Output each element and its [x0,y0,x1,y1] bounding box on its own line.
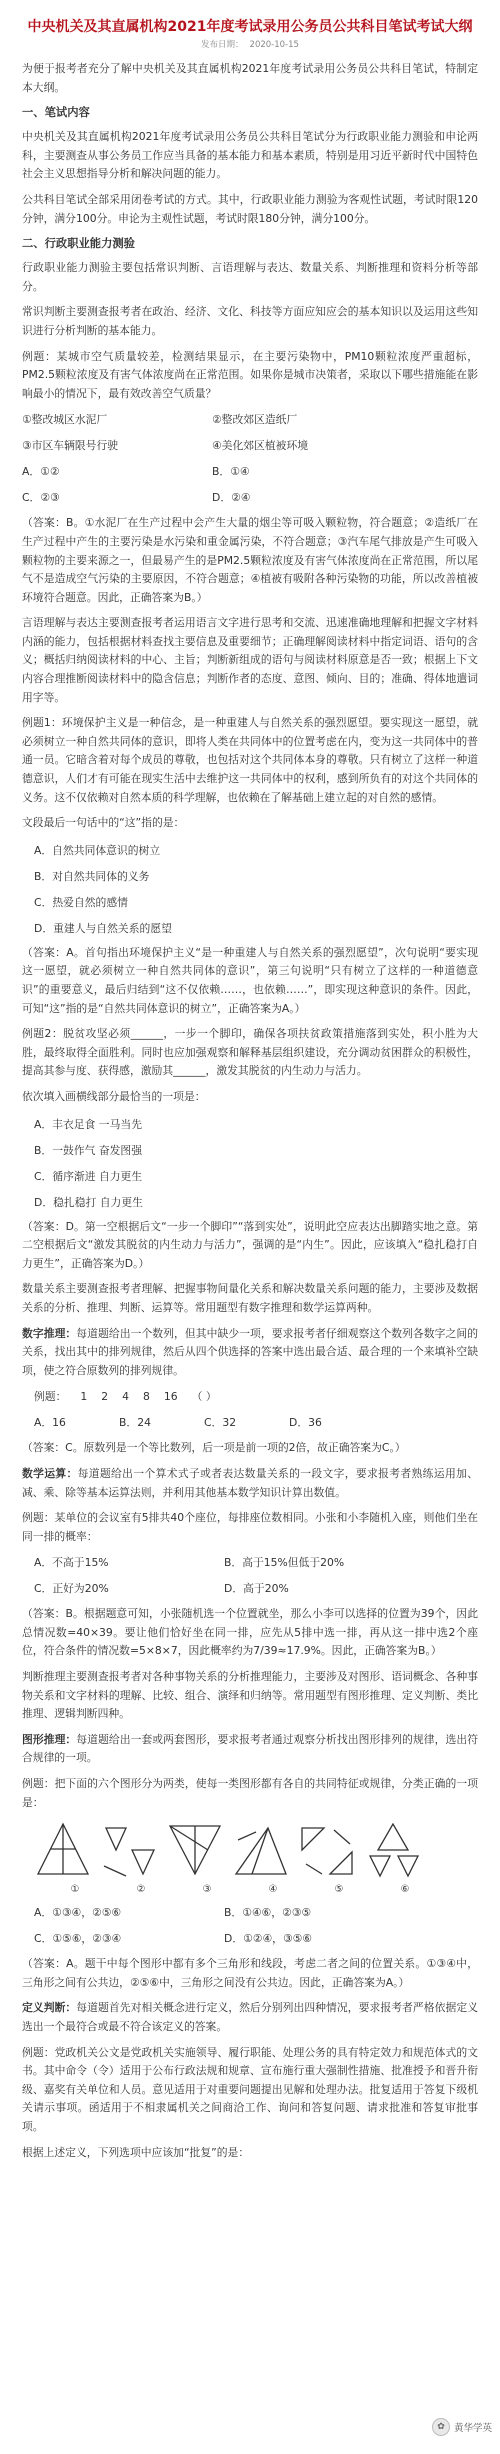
example-2-answer: （答案：A。首句指出环境保护主义“是一种重建人与自然关系的强烈愿望”，次句说明“要实现这一愿望，就必须树立一种自然共同体的意识”，第三句说明“只有树立了这样的一种道德意识”的重要意义，最后归结到“这不仅依赖……，也依赖……”，即实现这种意识的条件。因此，可知“这”指的是“自然共同体意识的树立”，正确答案为A。） [22,945,478,1015]
wechat-icon: ✿ [432,2418,450,2436]
definition-text: 每道题首先对相关概念进行定义，然后分别列出四种情况，要求报考者严格依据定义选出一个最符合或最不符合该定义的答案。 [22,2001,479,2033]
figure-label: ① [70,1884,80,1896]
number-series-label: 例题： [34,1390,67,1404]
example-1-choice: B．①④ [212,465,250,479]
math-intro [22,1465,478,1502]
figure-choice: D．①②④，③⑤⑥ [224,1932,312,1946]
watermark-text: 黄华学英 [453,2423,492,2434]
section-2-heading: 二、行政职业能力测验 [22,237,135,251]
series-number: 16 [163,1390,178,1404]
definition-keyword: 定义判断： [22,2001,77,2015]
math-choices-row-1 [34,1553,478,1573]
figure-choice: C．①⑤⑥，②③④ [34,1932,122,1946]
example-3-choice: D．稳扎稳打 自力更生 [34,1195,143,1209]
watermark [432,2418,492,2436]
section-2-paragraph-3: 言语理解与表达主要测查报考者运用语言文字进行思考和交流、迅速准确地理解和把握文字材料内涵的能力，包括根据材料查找主要信息及重要细节；正确理解阅读材料中指定词语、语句的含义；概括归纳阅读材料的中心、主旨；判断新组成的语句与阅读材料原意是否一致；根据上下文内容合理推断阅读材料中的隐含信息；判断作者的态度、意图、倾向、目的；准确、得体地遣词用字等。 [22,616,478,704]
intro-paragraph: 为便于报考者充分了解中央机关及其直属机构2021年度考试录用公务员公共科目笔试，特制定本大纲。 [22,62,478,94]
section-2-paragraph-5: 判断推理主要测查报考者对各种事物关系的分析推理能力，主要涉及对图形、语词概念、各种事物关系和文字材料的理解、比较、组合、演绎和归纳等。常用题型有图形推理、定义判断、类比推理、逻辑判断四种。 [22,1670,478,1721]
section-1-paragraph-1: 中央机关及其直属机构2021年度考试录用公务员公共科目笔试分为行政职业能力测验和申论两科，主要测查从事公务员工作应当具备的基本能力和基本素质，特别是用习近平新时代中国特色社会主义思想指导分析和解决问题的能力。 [22,130,478,181]
figure-choice: A．①③④，②⑤⑥ [34,1906,122,1920]
series-number: 4 [122,1390,130,1404]
figure-4-triangles [228,1820,294,1880]
number-series-choices [34,1413,478,1433]
example-1-item: ④美化郊区植被环境 [212,439,309,453]
figure-label: ⑥ [400,1884,410,1896]
example-2-choice: D．重建人与自然关系的愿望 [34,921,172,935]
example-3-choice: B．一鼓作气 奋发图强 [34,1143,143,1157]
figure-set [30,1820,478,1880]
math-example: 例题：某单位的会议室有5排共40个座位，每排座位数相同。小张和小李随机入座，则他们坐在同一排的概率： [22,1511,478,1543]
figure-2-triangles [96,1820,162,1880]
example-3-question: 例题2：脱贫攻坚必须______，一步一个脚印，确保各项扶贫政策措施落到实处，积小胜为大胜，最终取得全面胜利。同时也应加强观察和解释基层组织建设，充分调动贫困群众的积极性，提高其参与度、获得感，激励其______，激发其脱贫的内生动力与活力。 [22,1027,478,1078]
publish-meta [22,38,478,50]
math-choice: C．正好为20% [34,1582,109,1596]
example-1-item: ②整改郊区造纸厂 [212,413,298,427]
example-1-items-row-1 [22,410,478,430]
example-3-choice: A．丰衣足食 一马当先 [34,1117,142,1131]
figure-1-triangles [30,1820,96,1880]
math-choice: D．高于20% [224,1582,289,1596]
number-series-example [34,1387,478,1407]
example-1-item: ①整改城区水泥厂 [22,413,108,427]
definition-last-line: 根据上述定义，下列选项中应该加“批复”的是： [22,2145,250,2159]
number-series-choice: D．36 [289,1416,322,1430]
number-series-intro [22,1325,478,1381]
publish-date: 2020-10-15 [249,40,299,50]
example-1-choice: C．②③ [22,491,60,505]
example-2-choice: A．自然共同体意识的树立 [34,843,161,857]
series-number: 1 [80,1390,88,1404]
section-1-heading: 一、笔试内容 [22,106,90,120]
example-1-choice: A．①② [22,465,60,479]
section-1-paragraph-2: 公共科目笔试全部采用闭卷考试的方式。其中，行政职业能力测验为客观性试题，考试时限120分钟，满分100分。申论为主观性试题，考试时限180分钟，满分100分。 [22,192,478,225]
figure-reasoning-intro [22,1731,478,1768]
math-choices-row-2 [34,1579,478,1599]
math-text: 每道题给出一个算术式子或者表达数量关系的一段文字，要求报考者熟练运用加、减、乘、除等基本运算法则，并利用其他基本数学知识计算出数值。 [22,1466,479,1499]
figure-label: ④ [268,1884,278,1896]
figure-choices-row-1 [34,1903,478,1923]
figure-choice: B．①④⑥，②③⑤ [224,1906,312,1920]
figure-3-triangles [162,1820,228,1880]
figure-choices-row-2 [34,1929,478,1949]
definition-example: 例题：党政机关公文是党政机关实施领导、履行职能、处理公务的具有特定效力和规范体式的文书。其中命令（令）适用于公布行政法规和规章、宣布施行重大强制性措施、批准授予和晋升衔级、嘉奖有关单位和人员。意见适用于对重要问题提出见解和处理办法。批复适用于答复下级机关请示事项。函适用于不相隶属机关之间商洽工作、询问和答复问题、请求批准和答复审批事项。 [22,2045,478,2133]
number-series-choice: C．32 [204,1416,237,1430]
example-1-item: ③市区车辆限号行驶 [22,439,119,453]
example-1-choices-row-1 [22,462,478,482]
number-series-keyword: 数字推理： [22,1326,77,1340]
section-2-paragraph-4: 数量关系主要测查报考者理解、把握事物间量化关系和解决数量关系问题的能力，主要涉及数据关系的分析、推理、判断、运算等。常用题型有数字推理和数学运算两种。 [22,1282,478,1314]
figure-label: ② [136,1884,146,1896]
figure-reasoning-keyword: 图形推理： [22,1732,77,1746]
figure-label: ③ [202,1884,212,1896]
series-blank: （ ） [191,1390,217,1404]
definition-intro [22,1999,478,2036]
number-series-answer: （答案：C。原数列是一个等比数列，后一项是前一项的2倍，故正确答案为C。） [22,1441,406,1455]
example-2-subquestion: 文段最后一句话中的“这”指的是： [22,816,185,830]
figure-5-triangles [294,1820,360,1880]
number-series-choice: B．24 [119,1416,151,1430]
section-2-paragraph-2: 常识判断主要测查报考者在政治、经济、文化、科技等方面应知应会的基本知识以及运用这些知识进行分析判断的基本能力。 [22,305,478,337]
example-1-choices-row-2 [22,488,478,508]
math-answer: （答案：B。根据题意可知，小张随机选一个位置就坐，那么小李可以选择的位置为39个，因此总情况数=40×39。要让他们恰好坐在同一排，应先从5排中选一排，再从这一排中选2个座位，符合条件的情况数=5×8×7，因此概率约为7/39≈17.9%。因此，正确答案为B。） [22,1607,478,1658]
number-series-choice: A．16 [34,1416,66,1430]
figure-answer: （答案：A。题干中每个图形中都有多个三角形和线段，考虑二者之间的位置关系。①③④中，三角形之间有公共边，②⑤⑥中，三角形之间没有公共边。因此，正确答案为A。） [22,1957,478,1989]
example-3-subquestion: 依次填入画横线部分最恰当的一项是： [22,1089,206,1103]
example-2-question: 例题1：环境保护主义是一种信念，是一种重建人与自然关系的强烈愿望。要实现这一愿望，就必须树立一种自然共同体的意识，即将人类在共同体中的位置考虑在内，变为这一共同体中的普通一员。它暗含着对每个成员的尊敬，也包括对这个共同体本身的尊敬。只有树立了这样一种道德意识，人们才有可能在现实生活中去维护这一共同体中的权利，感到所负有的对这个共同体的义务。这不仅依赖对自然本质的科学理解，也依赖在了解基础上建立起的对自然的感情。 [22,716,478,804]
figure-reasoning-text: 每道题给出一套或两套图形，要求报考者通过观察分析找出图形排列的规律，选出符合规律的一项。 [22,1732,479,1765]
math-choice: A．不高于15% [34,1556,109,1570]
figure-reasoning-example: 例题：把下面的六个图形分为两类，使每一类图形都有各自的共同特征或规律，分类正确的一项是： [22,1777,478,1809]
figure-labels [42,1884,478,1895]
math-keyword: 数学运算： [22,1466,78,1480]
example-2-choice: B．对自然共同体的义务 [34,869,150,883]
number-series-text: 每道题给出一个数列，但其中缺少一项，要求报考者仔细观察这个数列各数字之间的关系，找出其中的排列规律，然后从四个供选择的答案中选出最合适、最合理的一个来填补空缺项，使之符合原数列的排列规律。 [22,1326,479,1377]
figure-label: ⑤ [334,1884,344,1896]
example-1-items-row-2 [22,436,478,456]
series-number: 8 [143,1390,150,1404]
example-1-question: 例题：某城市空气质量较差，检测结果显示，在主要污染物中，PM10颗粒浓度严重超标，PM2.5颗粒浓度及有害气体浓度尚在正常范围。如果你是城市决策者，采取以下哪些措施能在影响最小的情况下，最有效改善空气质量？ [22,349,478,400]
section-2-paragraph-1: 行政职业能力测验主要包括常识判断、言语理解与表达、数量关系、判断推理和资料分析等部分。 [22,261,478,293]
figure-6-triangles [360,1820,426,1880]
example-1-choice: D．②④ [212,491,251,505]
publish-label: 发布日期： [201,40,244,50]
example-1-answer: （答案：B。①水泥厂在生产过程中会产生大量的烟尘等可吸入颗粒物，符合题意；②造纸厂在生产过程中产生的主要污染是水污染和重金属污染，不符合题意；③汽车尾气排放是产生可吸入颗粒物的主要来源之一，但最易产生的是PM2.5颗粒浓度及有害气体浓度尚在正常范围，所以尾气不是造成空气污染的主要原因，不符合题意；④植被有吸附各种污染物的功能，所以改善植被环境符合题意。因此，正确答案为B。） [22,516,478,604]
math-choice: B．高于15%但低于20% [224,1556,345,1570]
series-number: 2 [101,1390,109,1404]
example-3-answer: （答案：D。第一空根据后文“一步一个脚印”“落到实处”，说明此空应表达出脚踏实地之意。第二空根据后文“激发其脱贫的内生动力与活力”，强调的是“内生”。因此，应该填入“稳扎稳打自力更生”，正确答案为D。） [22,1219,478,1270]
example-2-choice: C．热爱自然的感情 [34,895,128,909]
page-title: 中央机关及其直属机构2021年度考试录用公务员公共科目笔试考试大纲 [27,19,473,35]
example-3-choice: C．循序渐进 自力更生 [34,1169,143,1183]
